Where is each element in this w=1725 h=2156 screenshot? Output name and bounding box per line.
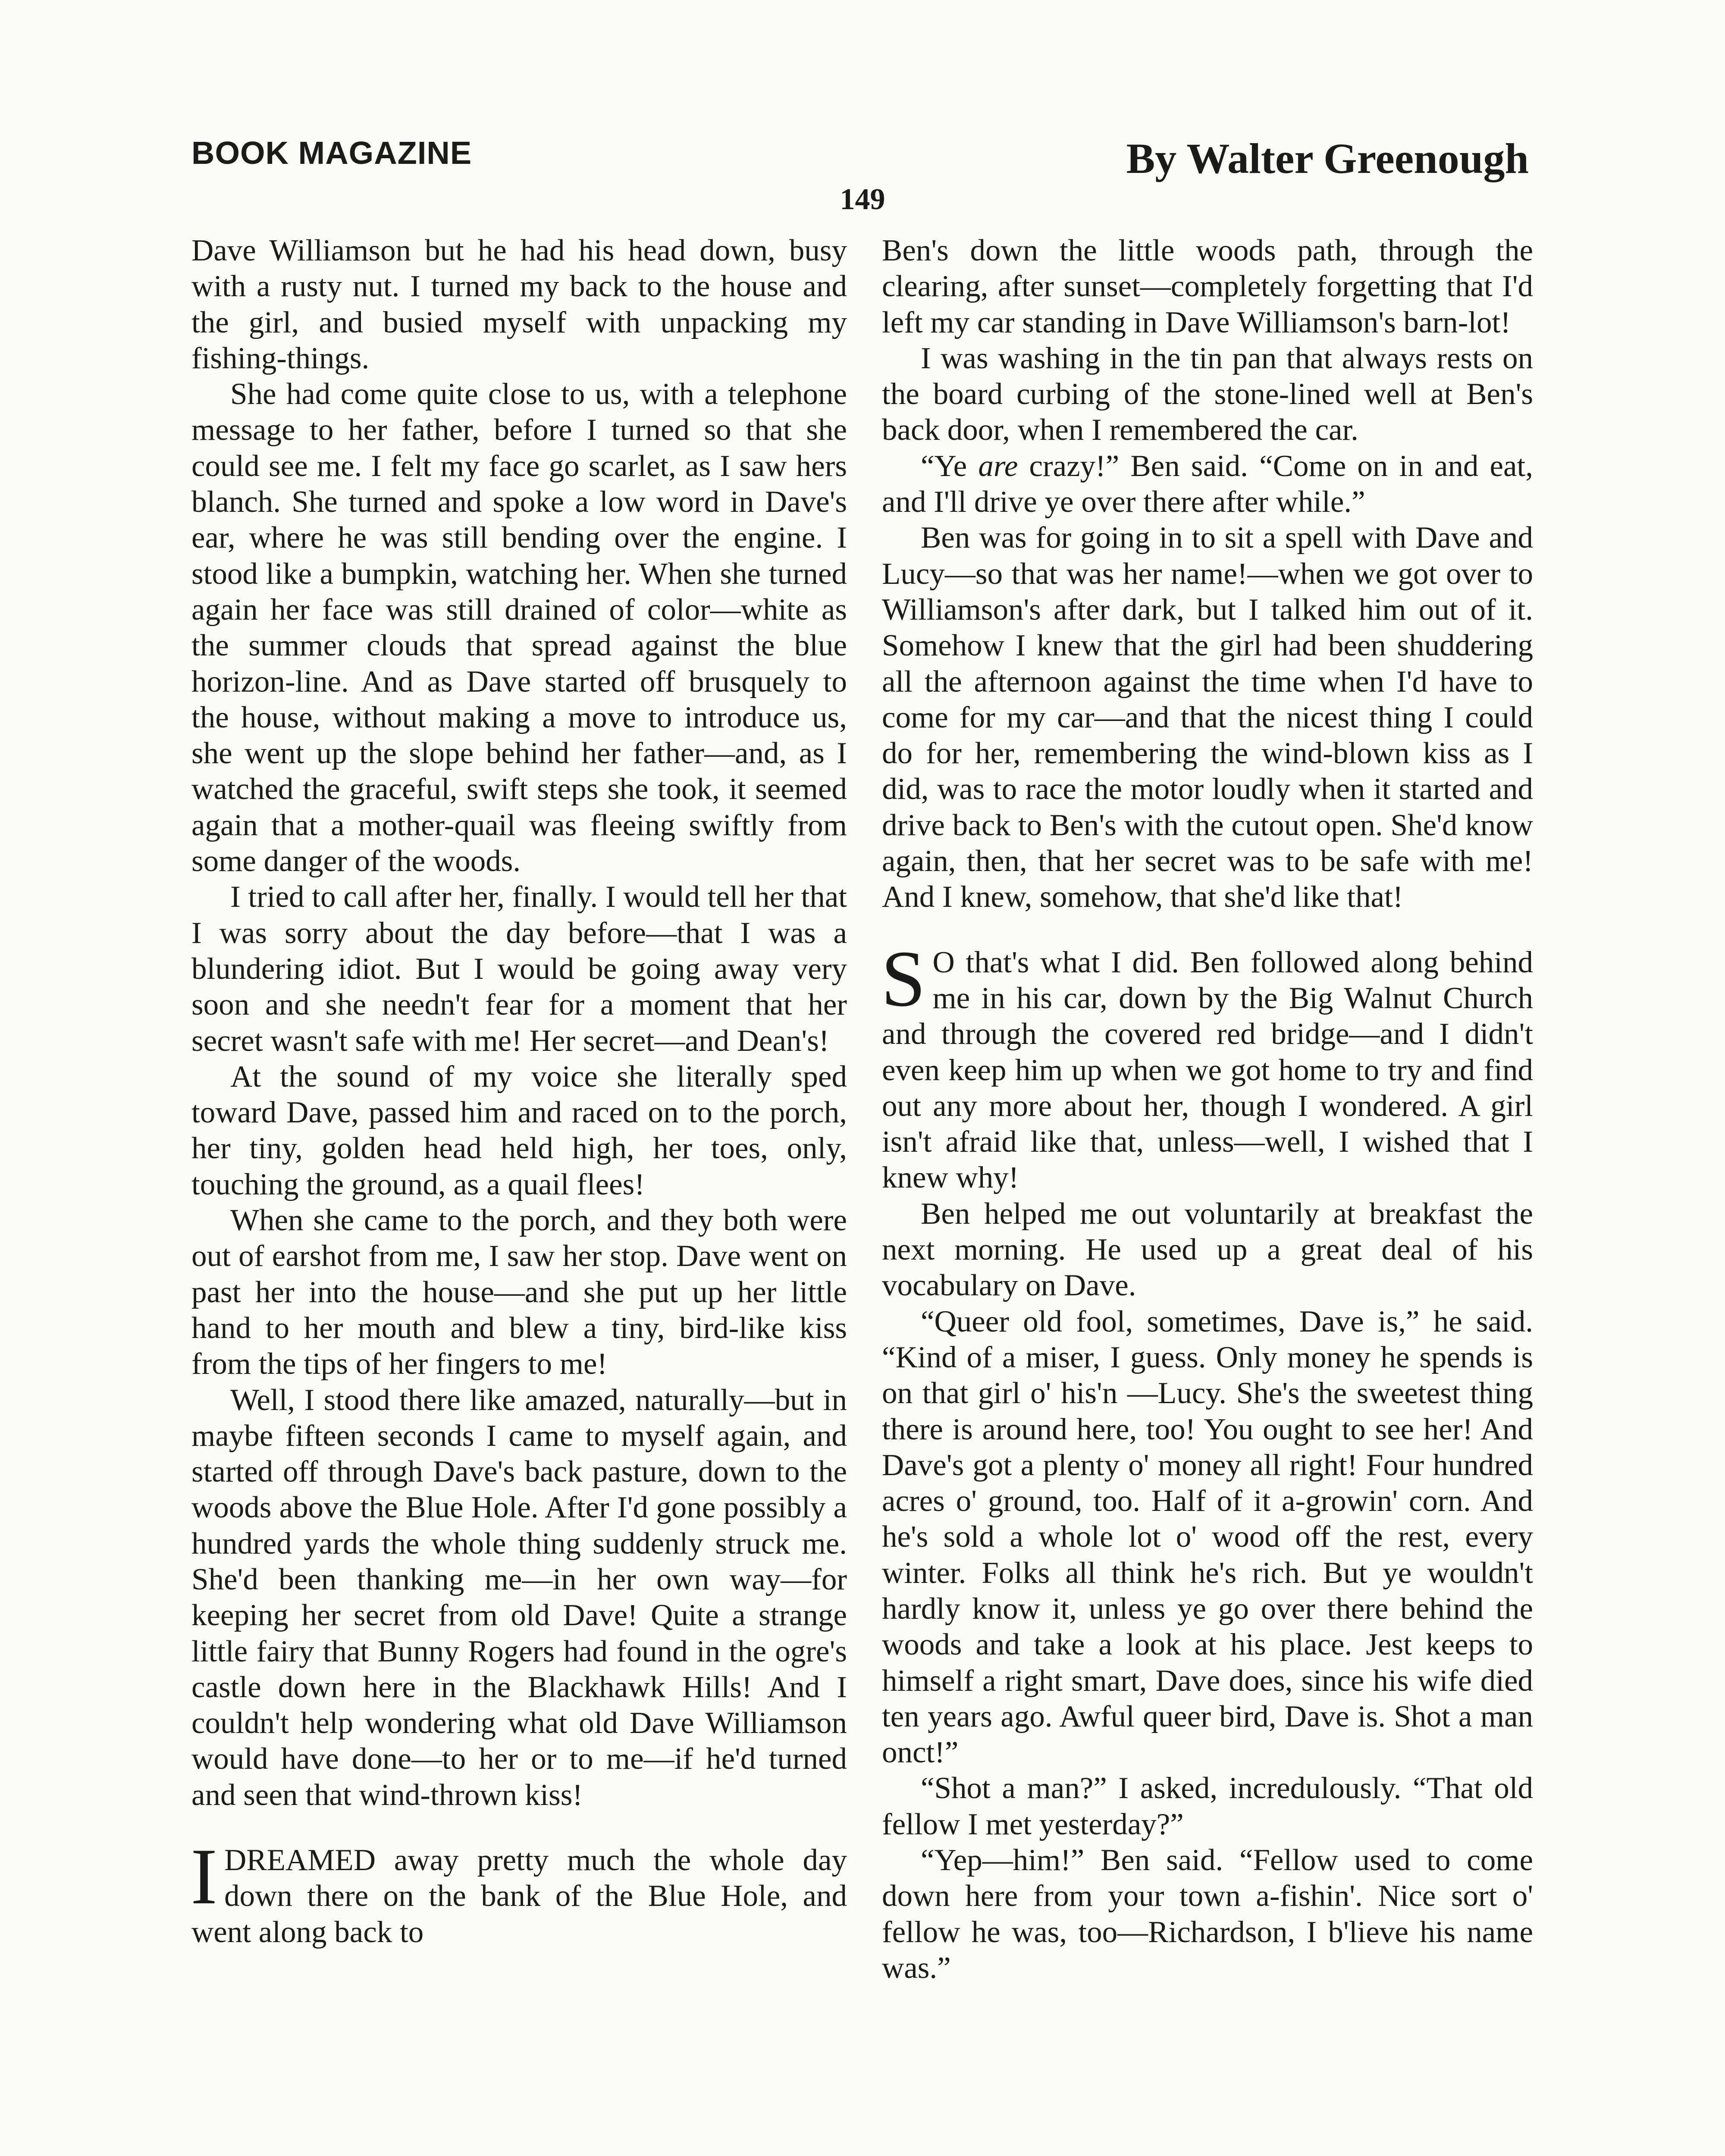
lead-word: O — [932, 945, 955, 979]
paragraph — [882, 448, 1533, 520]
paragraph: Ben helped me out voluntarily at breakfast the next morning. He used up a great deal of his vocabulary on Dave. — [882, 1197, 1533, 1303]
lead-word: DREAMED — [224, 1843, 376, 1877]
paragraph-text: crazy!” Ben said. “Come on in and eat, and I'll drive ye over there after while.” — [882, 449, 1533, 519]
drop-cap: I — [191, 1832, 217, 1921]
paragraph: Ben was for going in to sit a spell with Dave and Lucy—so that was her name!—when we got over to Williamson's after dark, but I talked him out of it. Somehow I knew that the girl had been shuddering all the afternoon against the time when I'd have to come for my car—and that the nicest thing I could do for her, remembering the wind-blown kiss as I did, was to race the motor loudly when it started and drive back to Ben's with the cutout open. She'd know again, then, that her secret was to be safe with me! And I knew, somehow, that she'd like that! — [882, 521, 1533, 914]
paragraph: Dave Williamson but he had his head down, busy with a rusty nut. I turned my back to the house and the girl, and busied myself with unpacking my fishing-things. — [191, 234, 847, 375]
section-paragraph — [881, 934, 1533, 1196]
paragraph: “Shot a man?” I asked, incredulously. “That old fellow I met yesterday?” — [882, 1771, 1533, 1841]
paragraph-text: that's what I did. Ben followed along behind me in his car, down by the Big Walnut Church and through the covered red bridge—and I didn't even keep him up when we got home to try and find out any more about her, though I wondered. A girl isn't afraid like that, unless—well, I wished that I knew why! — [882, 945, 1533, 1195]
paragraph: “Yep—him!” Ben said. “Fellow used to come down here from your town a-fishin'. Nice sort o' fellow he was, too—Richardson, I b'lieve his name was.” — [882, 1843, 1533, 1985]
paragraph: At the sound of my voice she literally sped toward Dave, passed him and raced on to the porch, her tiny, golden head held high, her toes, only, touching the ground, as a quail flees! — [191, 1059, 847, 1201]
paragraph: Well, I stood there like amazed, naturally—but in maybe fifteen seconds I came to myself again, and started off through Dave's back pasture, down to the woods above the Blue Hole. After I'd gone possibly a hundred yards the whole thing suddenly struck me. She'd been thanking me—in her own way—for keeping her secret from old Dave! Quite a strange little fairy that Bunny Rogers had found in the ogre's castle down here in the Blackhawk Hills! And I couldn't help wondering what old Dave Williamson would have done—to her or to me—if he'd turned and seen that wind-thrown kiss! — [191, 1383, 847, 1812]
drop-cap: S — [881, 934, 926, 1023]
emphasis-word: are — [978, 449, 1018, 483]
right-column — [882, 233, 1533, 1986]
paragraph-text: away pretty much the whole day down there on the bank of the Blue Hole, and went along back to — [191, 1843, 847, 1949]
author-byline: By Walter Greenough — [1126, 135, 1529, 182]
paragraph: I tried to call after her, finally. I would tell her that I was sorry about the day before—that I was a blundering idiot. But I would be going away very soon and she needn't fear for a moment that her secret wasn't safe with me! Her secret—and Dean's! — [191, 880, 847, 1058]
left-column — [191, 233, 847, 1950]
page-number: 149 — [840, 183, 885, 216]
paragraph: When she came to the porch, and they both were out of earshot from me, I saw her stop. Dave went on past her into the house—and she put up her little hand to her mouth and blew a tiny, bird-like kiss from the tips of her fingers to me! — [191, 1203, 847, 1381]
paragraph: “Queer old fool, sometimes, Dave is,” he said. “Kind of a miser, I guess. Only money he spends is on that girl o' his'n —Lucy. She's the sweetest thing there is around here, too! You ought to see her! And Dave's got a plenty o' money all right! Four hundred acres o' ground, too. Half of it a-growin' corn. And he's sold a whole lot o' wood off the rest, every winter. Folks all think he's rich. But ye wouldn't hardly know it, unless ye go over there behind the woods and take a look at his place. Jest keeps to himself a right smart, Dave does, since his wife died ten years ago. Awful queer bird, Dave is. Shot a man onct!” — [882, 1304, 1533, 1770]
paragraph-text: “Ye — [921, 449, 979, 483]
section-paragraph — [191, 1832, 847, 1950]
paragraph: Ben's down the little woods path, through the clearing, after sunset—completely forgetting that I'd left my car standing in Dave Williamson's barn-lot! — [882, 234, 1533, 339]
paragraph: I was washing in the tin pan that always rests on the board curbing of the stone-lined well at Ben's back door, when I remembered the car. — [882, 341, 1533, 447]
magazine-title: BOOK MAGAZINE — [191, 135, 472, 171]
paragraph: She had come quite close to us, with a telephone message to her father, before I turned so that she could see me. I felt my face go scarlet, as I saw hers blanch. She turned and spoke a low word in Dave's ear, where he was still bending over the engine. I stood like a bumpkin, watching her. When she turned again her face was still drained of color—white as the summer clouds that spread against the blue horizon-line. And as Dave started off brusquely to the house, without making a move to introduce us, she went up the slope behind her father—and, as I watched the graceful, swift steps she took, it seemed again that a mother-quail was fleeing swiftly from some danger of the woods. — [191, 377, 847, 878]
